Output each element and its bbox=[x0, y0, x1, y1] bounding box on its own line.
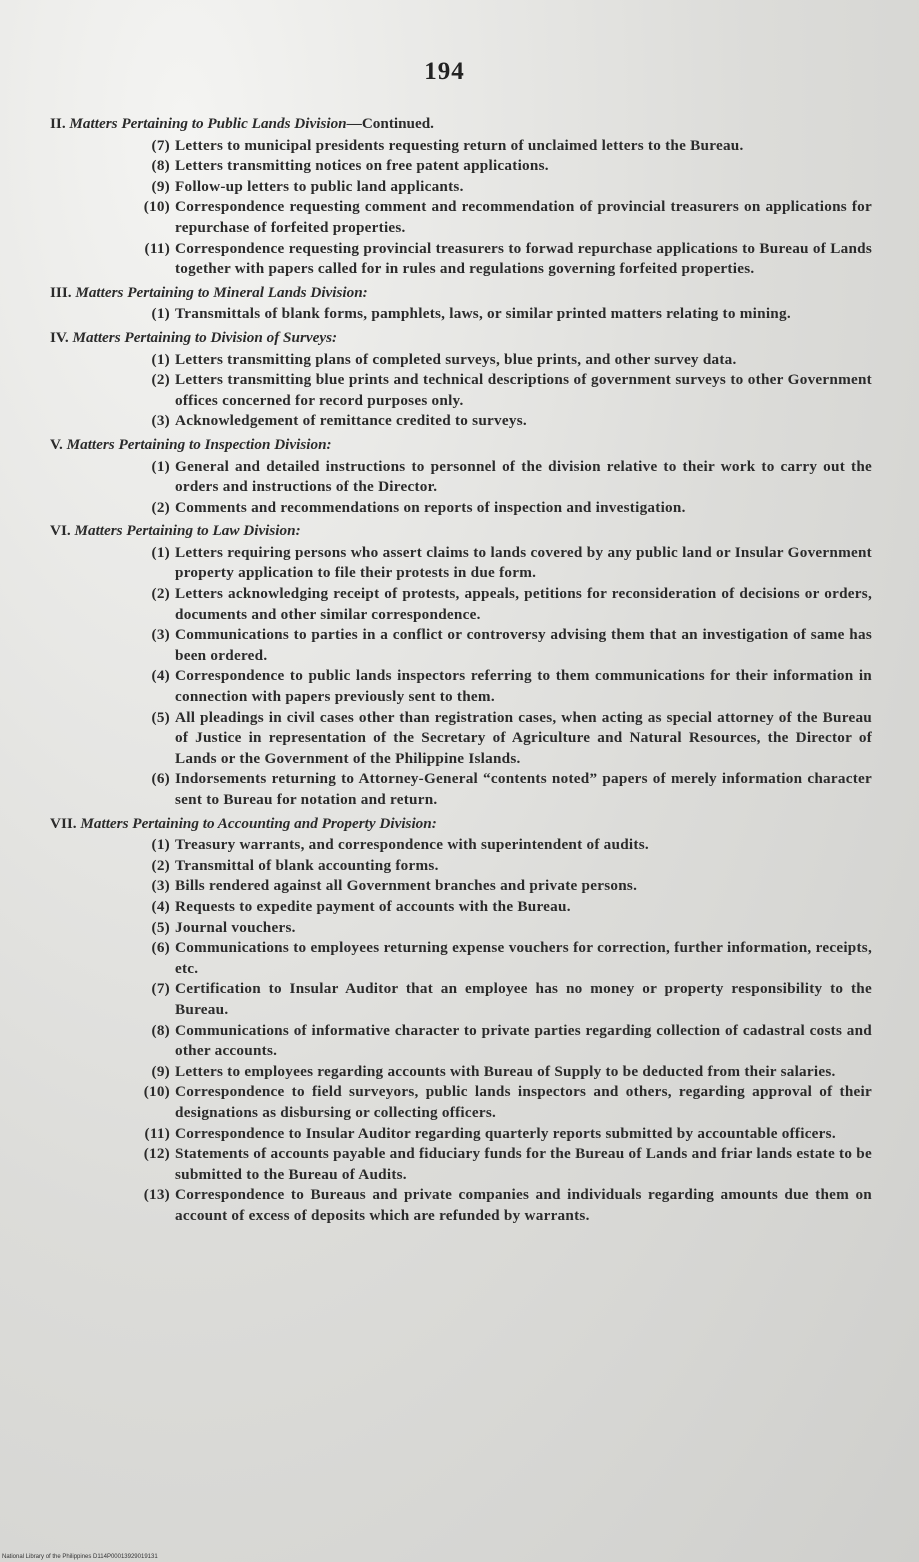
item-number: (6) bbox=[151, 770, 170, 788]
item-number: (1) bbox=[151, 543, 170, 561]
item-text: Certification to Insular Auditor that an employee has no money or property responsibility to the Bureau. bbox=[175, 980, 872, 1018]
section-heading bbox=[50, 435, 872, 456]
section-heading bbox=[50, 521, 872, 542]
item-text: Transmittal of blank accounting forms. bbox=[175, 856, 439, 874]
list-item bbox=[130, 1144, 872, 1185]
item-text: Communications to employees returning expense vouchers for correction, further information, receipts, etc. bbox=[175, 939, 872, 977]
item-number: (4) bbox=[151, 667, 170, 685]
item-number: (5) bbox=[151, 918, 170, 936]
item-text: All pleadings in civil cases other than registration cases, when acting as special attorney of the Bureau of Justice in representation of the Secretary of Agriculture and Natural Resources, the Director of Lands or the Government of the Philippine Islands. bbox=[175, 708, 872, 767]
item-number: (1) bbox=[151, 836, 170, 854]
item-number: (1) bbox=[151, 350, 170, 368]
list-item bbox=[130, 835, 872, 856]
item-text: Bills rendered against all Government branches and private persons. bbox=[175, 877, 638, 895]
list-item bbox=[130, 1062, 872, 1083]
item-text: Indorsements returning to Attorney-General “contents noted” papers of merely information character sent to Bureau for notation and return. bbox=[175, 770, 872, 808]
list-item bbox=[130, 197, 872, 238]
list-item bbox=[130, 370, 872, 411]
list-item bbox=[130, 666, 872, 707]
item-number: (8) bbox=[151, 1021, 170, 1039]
section bbox=[50, 521, 872, 810]
item-list bbox=[130, 136, 872, 280]
item-text: Correspondence to Insular Auditor regarding quarterly reports submitted by accountable officers. bbox=[175, 1124, 836, 1142]
item-number: (3) bbox=[151, 626, 170, 644]
item-text: Correspondence to field surveyors, public lands inspectors and others, regarding approval of their designations as disbursing or collecting officers. bbox=[175, 1083, 872, 1121]
list-item bbox=[130, 708, 872, 770]
item-list bbox=[130, 543, 872, 811]
section-title: Matters Pertaining to Law Division: bbox=[74, 522, 301, 540]
item-number: (4) bbox=[151, 897, 170, 915]
item-number: (2) bbox=[151, 856, 170, 874]
list-item bbox=[130, 1124, 872, 1145]
item-text: Correspondence requesting comment and recommendation of provincial treasurers on applications for repurchase of forfeited properties. bbox=[175, 198, 872, 236]
list-item bbox=[130, 1082, 872, 1123]
list-item bbox=[130, 625, 872, 666]
item-text: Communications of informative character to private parties regarding collection of cadastral costs and other accounts. bbox=[175, 1021, 872, 1060]
section-title: Matters Pertaining to Accounting and Property Division: bbox=[80, 814, 437, 832]
section-numeral: III. bbox=[50, 283, 72, 301]
section-numeral: IV. bbox=[50, 328, 69, 346]
list-item bbox=[130, 156, 872, 177]
list-item bbox=[130, 239, 872, 280]
list-item bbox=[130, 897, 872, 918]
item-number: (12) bbox=[143, 1145, 170, 1163]
item-number: (13) bbox=[143, 1186, 170, 1204]
section-heading bbox=[50, 114, 872, 135]
item-text: General and detailed instructions to personnel of the division relative to their work to carry out the orders and instructions of the Director. bbox=[175, 457, 872, 496]
list-item bbox=[130, 876, 872, 897]
section-numeral: V. bbox=[50, 435, 63, 453]
item-number: (1) bbox=[151, 305, 170, 323]
item-list bbox=[130, 835, 872, 1226]
item-number: (7) bbox=[151, 136, 170, 154]
item-number: (10) bbox=[143, 1083, 170, 1101]
item-list bbox=[130, 457, 872, 519]
item-text: Transmittals of blank forms, pamphlets, laws, or similar printed matters relating to mining. bbox=[175, 305, 791, 323]
item-number: (3) bbox=[151, 877, 170, 895]
item-list bbox=[130, 304, 872, 325]
document-body bbox=[50, 114, 872, 1229]
list-item bbox=[130, 304, 872, 325]
list-item bbox=[130, 1185, 872, 1226]
list-item bbox=[130, 411, 872, 432]
footer-attribution: National Library of the Philippines D114P00013929019131 bbox=[2, 1554, 158, 1560]
item-number: (2) bbox=[151, 498, 170, 516]
item-text: Correspondence to public lands inspectors referring to them communications for their information in connection with papers previously sent to them. bbox=[175, 667, 872, 706]
item-text: Letters to municipal presidents requesting return of unclaimed letters to the Bureau. bbox=[175, 136, 744, 154]
item-number: (3) bbox=[151, 412, 170, 430]
section bbox=[50, 814, 872, 1227]
list-item bbox=[130, 769, 872, 810]
item-number: (11) bbox=[144, 239, 170, 257]
section bbox=[50, 328, 872, 432]
section-numeral: VI. bbox=[50, 522, 71, 540]
item-number: (6) bbox=[151, 939, 170, 957]
section-heading bbox=[50, 283, 872, 304]
item-text: Letters requiring persons who assert claims to lands covered by any public land or Insular Government property application to file their protests in due form. bbox=[175, 543, 872, 582]
item-number: (9) bbox=[151, 177, 170, 195]
list-item bbox=[130, 918, 872, 939]
item-number: (7) bbox=[151, 980, 170, 998]
item-text: Comments and recommendations on reports of inspection and investigation. bbox=[175, 498, 686, 516]
item-text: Follow-up letters to public land applicants. bbox=[175, 177, 464, 195]
section-title: Matters Pertaining to Inspection Division: bbox=[66, 435, 332, 453]
item-list bbox=[130, 350, 872, 432]
list-item bbox=[130, 979, 872, 1020]
item-text: Communications to parties in a conflict or controversy advising them that an investigation of same has been ordered. bbox=[175, 626, 872, 664]
item-text: Treasury warrants, and correspondence with superintendent of audits. bbox=[175, 836, 649, 854]
section-numeral: II. bbox=[50, 115, 66, 132]
item-number: (9) bbox=[151, 1062, 170, 1080]
item-text: Letters to employees regarding accounts with Bureau of Supply to be deducted from their salaries. bbox=[175, 1062, 836, 1080]
item-text: Letters acknowledging receipt of protests, appeals, petitions for reconsideration of decisions or orders, documents and other similar correspondence. bbox=[175, 585, 872, 623]
list-item bbox=[130, 1021, 872, 1062]
item-text: Correspondence to Bureaus and private companies and individuals regarding amounts due them on account of excess of deposits which are refunded by warrants. bbox=[175, 1186, 872, 1224]
list-item bbox=[130, 350, 872, 371]
section-numeral: VII. bbox=[50, 814, 77, 832]
list-item bbox=[130, 543, 872, 584]
item-number: (10) bbox=[143, 198, 170, 216]
list-item bbox=[130, 177, 872, 198]
list-item bbox=[130, 938, 872, 979]
section-continued-label: —Continued. bbox=[346, 115, 434, 132]
list-item bbox=[130, 136, 872, 157]
section-heading bbox=[50, 328, 872, 349]
item-number: (5) bbox=[151, 708, 170, 726]
item-number: (2) bbox=[151, 585, 170, 603]
item-number: (2) bbox=[151, 371, 170, 389]
section-title: Matters Pertaining to Division of Surveys: bbox=[72, 328, 338, 346]
item-number: (11) bbox=[144, 1124, 170, 1142]
page-number: 194 bbox=[424, 58, 465, 85]
item-text: Letters transmitting notices on free patent applications. bbox=[175, 157, 549, 175]
item-text: Acknowledgement of remittance credited to surveys. bbox=[175, 412, 527, 430]
item-number: (1) bbox=[151, 457, 170, 475]
list-item bbox=[130, 856, 872, 877]
section bbox=[50, 435, 872, 518]
section-title: Matters Pertaining to Mineral Lands Division: bbox=[75, 283, 368, 301]
item-text: Statements of accounts payable and fiduciary funds for the Bureau of Lands and friar lands estate to be submitted to the Bureau of Audits. bbox=[175, 1145, 872, 1183]
section bbox=[50, 114, 872, 280]
item-text: Journal vouchers. bbox=[175, 918, 296, 936]
section bbox=[50, 283, 872, 325]
section-title: Matters Pertaining to Public Lands Division bbox=[69, 115, 347, 132]
list-item bbox=[130, 584, 872, 625]
list-item bbox=[130, 457, 872, 498]
item-text: Letters transmitting blue prints and technical descriptions of government surveys to other Government offices concerned for record purposes only. bbox=[175, 371, 872, 409]
item-number: (8) bbox=[151, 157, 170, 175]
item-text: Letters transmitting plans of completed surveys, blue prints, and other survey data. bbox=[175, 350, 737, 368]
item-text: Correspondence requesting provincial treasurers to forwad repurchase applications to Bureau of Lands together with papers called for in rules and regulations governing forfeited properties. bbox=[175, 239, 872, 278]
section-heading bbox=[50, 814, 872, 835]
list-item bbox=[130, 498, 872, 519]
item-text: Requests to expedite payment of accounts with the Bureau. bbox=[175, 897, 571, 915]
